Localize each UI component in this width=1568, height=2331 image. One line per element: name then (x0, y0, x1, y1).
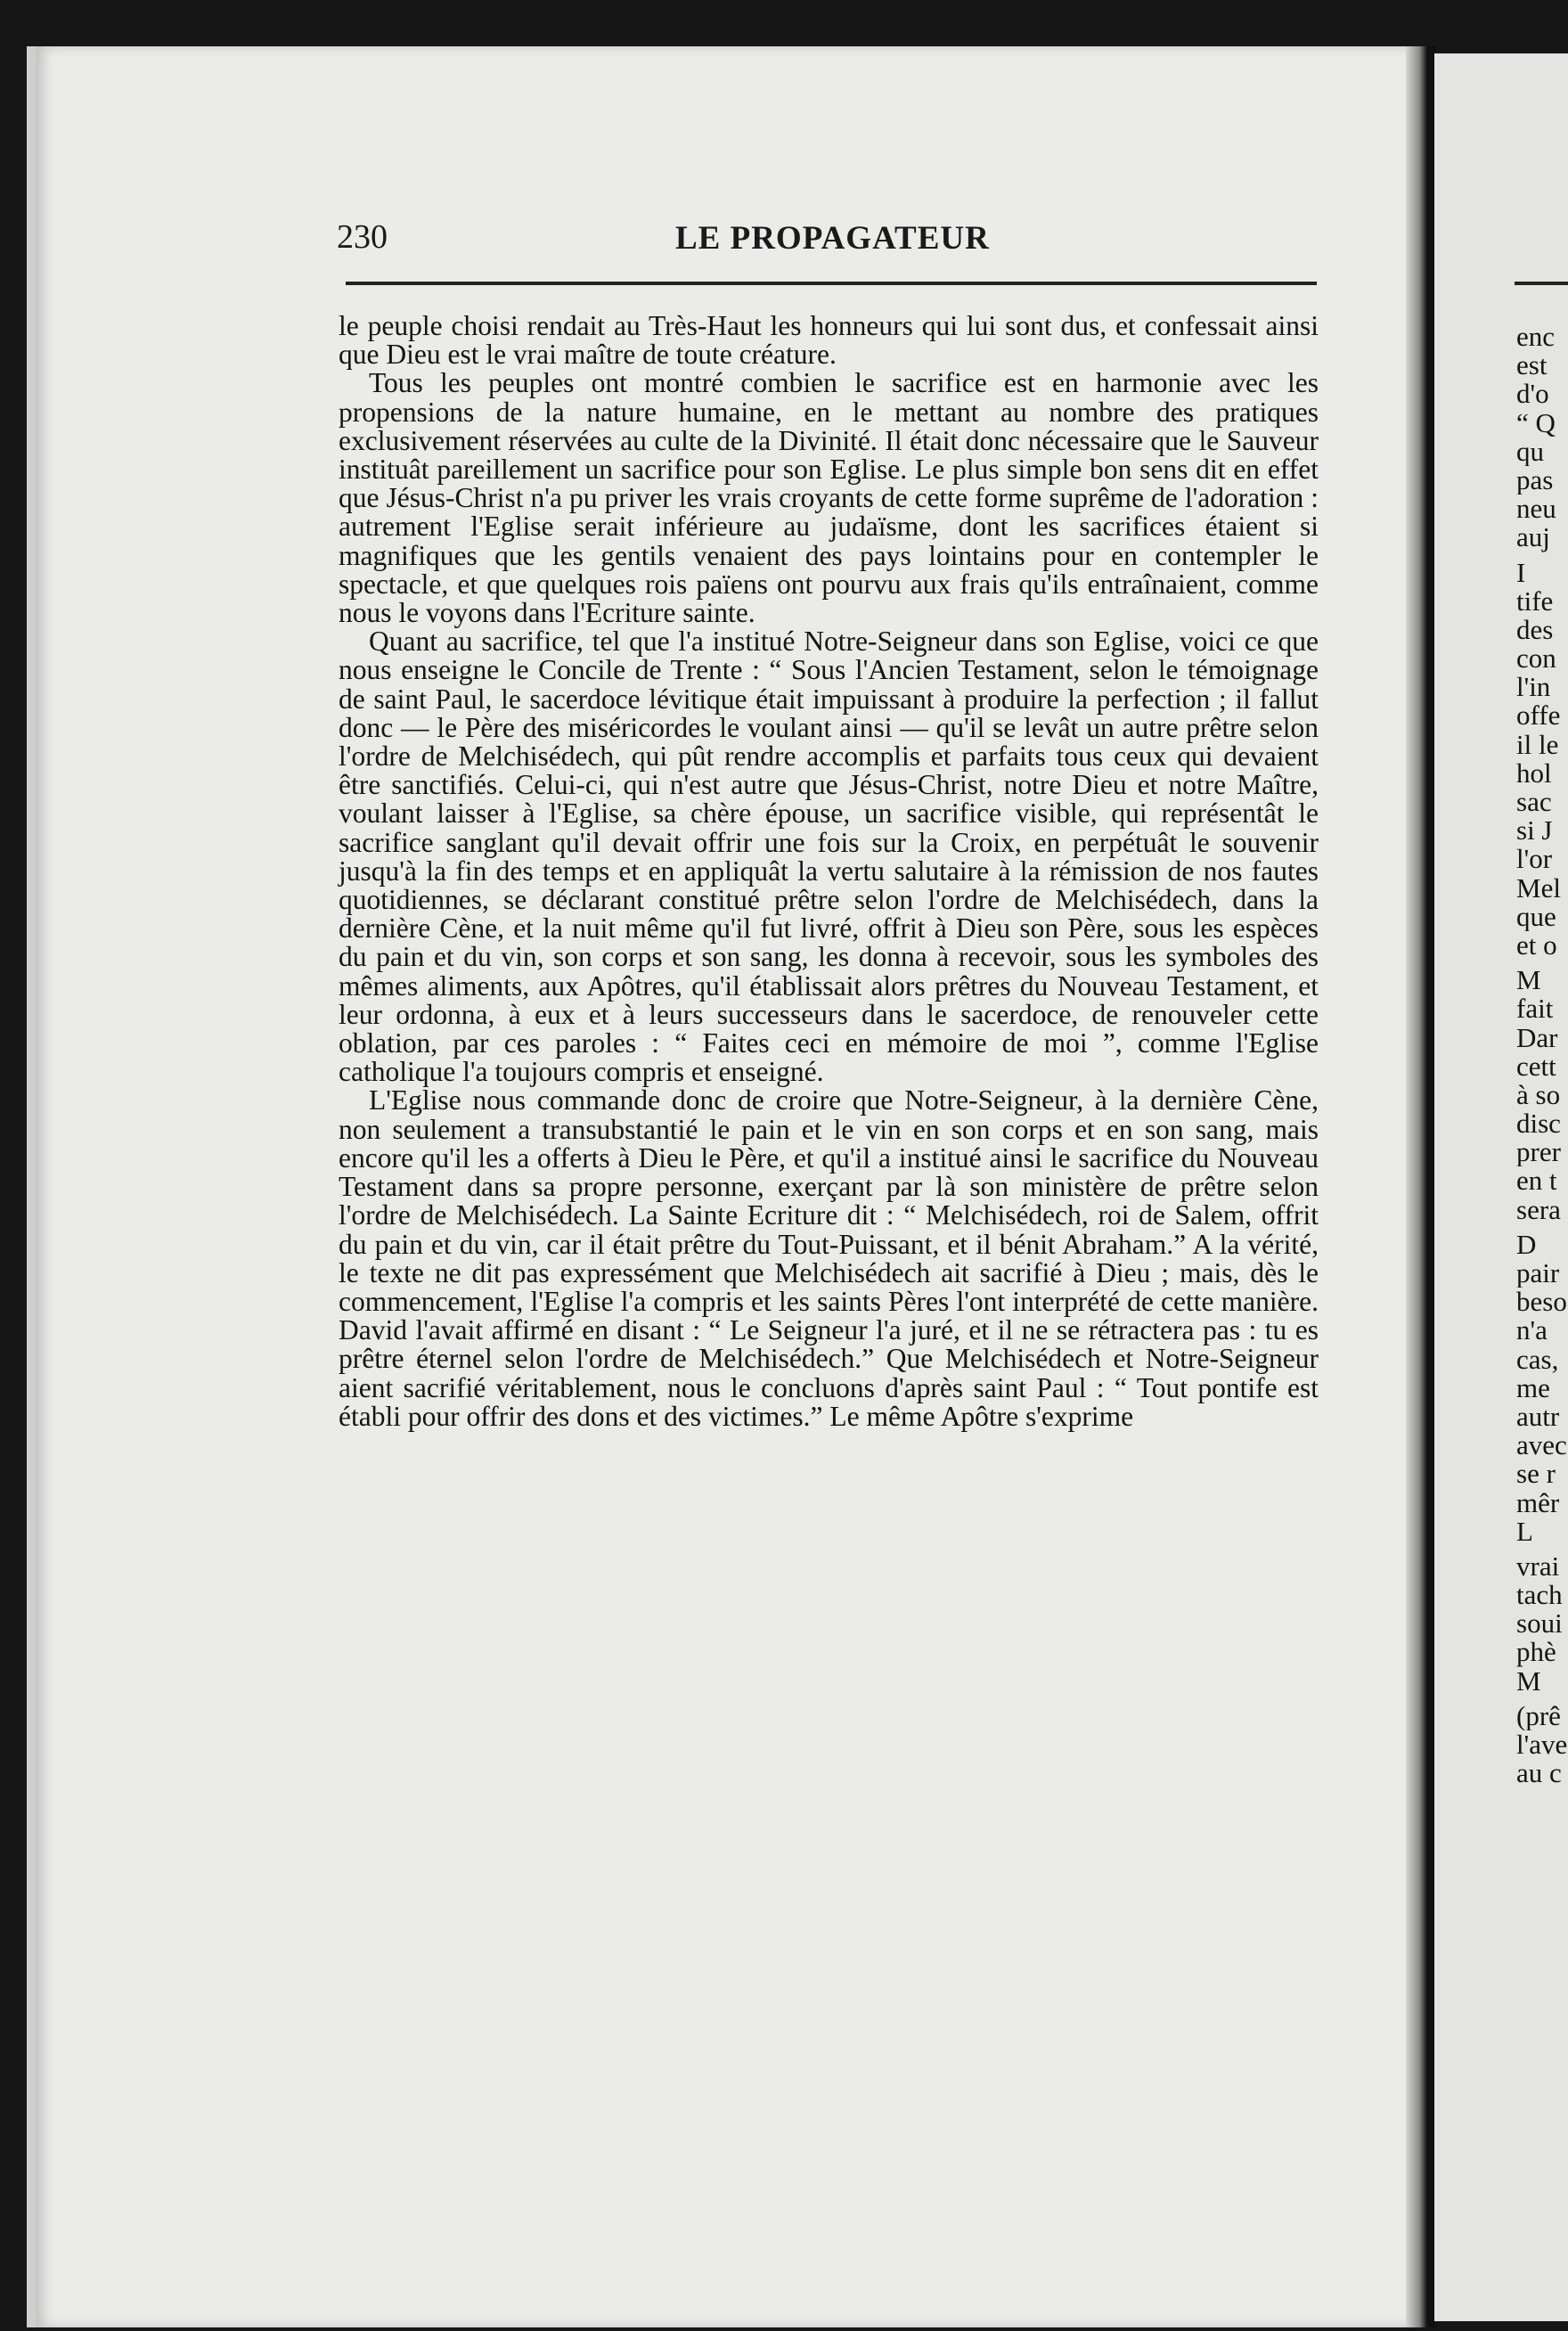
right-page-line-fragment: neu (1516, 495, 1556, 524)
right-page-line-fragment: cas, (1516, 1345, 1559, 1374)
right-page-line-fragment: offe (1516, 701, 1561, 731)
paragraph-gap (1516, 1546, 1568, 1552)
right-page-line-fragment: soui (1516, 1609, 1563, 1639)
right-page-line-fragment: n'a (1516, 1316, 1548, 1345)
right-page-line-fragment: se r (1516, 1460, 1556, 1489)
right-page-line-fragment: qu (1516, 437, 1544, 466)
right-page-line-fragment: I (1516, 558, 1526, 587)
right-page-line-fragment: en t (1516, 1166, 1557, 1196)
right-page-line-fragment: beso (1516, 1288, 1567, 1317)
right-page-line-fragment: sera (1516, 1195, 1561, 1224)
right-page-line-fragment: L (1516, 1517, 1533, 1546)
right-page-line-fragment: d'o (1516, 380, 1549, 409)
paragraph: L'Eglise nous commande donc de croire que Notre-Seigneur, à la dernière Cène, non seulement a transubstantié le pain et le vin en son corps et en son sang, mais encore qu'il les a offerts à Dieu le Père, et qu'il a institué ainsi le sacrifice du Nouveau Testament dans sa propre personne, exerçant par là son ministère de prêtre selon l'ordre de Melchisédech. La Sainte Ecriture dit : “ Melchisédech, roi de Salem, offrit du pain et du vin, car il était prêtre du Tout-Puissant, et il bénit Abraham.” A la vérité, le texte ne dit pas expressément que Melchisédech ait sacrifié à Dieu ; mais, dès le commencement, l'Eglise l'a compris et les saints Pères l'ont interprété de cette manière. David l'avait affirmé en disant : “ Le Seigneur l'a juré, et il ne se rétractera pas : tu es prêtre éternel selon l'ordre de Melchisédech.” Que Melchisédech et Notre-Seigneur aient sacrifié véritablement, nous le concluons d'après saint Paul : “ Tout pontife est établi pour offrir des dons et des victimes.” Le même Apôtre s'exprime (339, 1084, 1319, 1432)
right-page-line-fragment: à so (1516, 1080, 1561, 1110)
right-page-line-fragment: “ Q (1516, 408, 1556, 438)
right-page-line-fragment: vrai (1516, 1551, 1560, 1582)
right-page-line-fragment: l'in (1516, 673, 1551, 702)
right-page-header-rule (1515, 282, 1568, 285)
paragraph-gap (1516, 1224, 1568, 1231)
paragraph-gap (1516, 552, 1568, 559)
right-page-line-fragment: sac (1516, 788, 1552, 817)
right-page-text-fragments (1516, 323, 1568, 1787)
right-page-line-fragment: est (1516, 351, 1548, 380)
right-page-line-fragment: M (1516, 1666, 1541, 1696)
right-page-line-fragment: Mel (1516, 873, 1561, 903)
right-page-line-fragment: M (1516, 966, 1541, 995)
page-title: LE PROPAGATEUR (675, 220, 990, 257)
right-page-line-fragment: que (1516, 902, 1556, 931)
right-page-line-fragment: enc (1516, 323, 1556, 352)
right-page-line-fragment: tach (1516, 1581, 1563, 1610)
right-page-line-fragment: con (1516, 644, 1556, 674)
running-head (337, 207, 1317, 260)
right-page-line-fragment: pair (1516, 1259, 1560, 1288)
paragraph-gap (1516, 960, 1568, 966)
right-page-line-fragment: tife (1516, 586, 1554, 616)
book-gutter (1406, 46, 1436, 2327)
right-page-line-fragment: phè (1516, 1638, 1556, 1667)
right-page-line-fragment: pas (1516, 465, 1554, 495)
right-page-line-fragment: auj (1516, 523, 1550, 552)
right-page-line-fragment: au c (1516, 1759, 1562, 1788)
paragraph: Tous les peuples ont montré combien le sacrifice est en harmonie avec les propensions de la nature humaine, en le mettant au nombre des pratiques exclusivement réservées au culte de la Divinité. Il était donc nécessaire que le Sauveur instituât pareillement un sacrifice pour son Eglise. Le plus simple bon sens dit en effet que Jésus-Christ n'a pu priver les vrais croyants de cette forme suprême de l'adoration : autrement l'Eglise serait inférieure au judaïsme, dont les sacrifices étaient si magnifiques que les gentils venaient des pays lointains pour en contempler le spectacle, et que quelques rois païens ont pourvu aux frais qu'ils entraînaient, comme nous le voyons dans l'Ecriture sainte. (339, 367, 1319, 629)
right-page-line-fragment: cett (1516, 1051, 1556, 1081)
right-page-line-fragment: D (1516, 1230, 1537, 1259)
right-page-line-fragment: il le (1516, 730, 1559, 759)
right-page-line-fragment: Dar (1516, 1023, 1558, 1052)
right-page-line-fragment: hol (1516, 758, 1552, 788)
header-rule (346, 282, 1317, 285)
right-page-line-fragment: (prê (1516, 1701, 1561, 1730)
article-body (339, 312, 1319, 1431)
right-page-line-fragment: avec (1516, 1431, 1567, 1460)
right-page-line-fragment: fait (1516, 994, 1554, 1024)
right-page-line-fragment: mêr (1516, 1488, 1560, 1517)
right-page-line-fragment: si J (1516, 816, 1553, 846)
right-page-line-fragment: autr (1516, 1402, 1560, 1432)
right-page-line-fragment: me (1516, 1373, 1550, 1403)
page-number: 230 (337, 218, 388, 256)
paragraph: Quant au sacrifice, tel que l'a institué Notre-Seigneur dans son Eglise, voici ce que nous enseigne le Concile de Trente : “ Sous l'Ancien Testament, selon le témoignage de saint Paul, le sacerdoce lévitique était impuissant à produire la perfection ; il fallut donc — le Père des miséricordes le voulant ainsi — qu'il se levât un autre prêtre selon l'ordre de Melchisédech, qui pût rendre accomplis et parfaits tous ceux qui devaient être sanctifiés. Celui-ci, qui n'est autre que Jésus-Christ, notre Dieu et notre Maître, voulant laisser à l'Eglise, sa chère épouse, un sacrifice visible, qui représentât le sacrifice sanglant qu'il devait offrir une fois sur la Croix, en perpétuât le souvenir jusqu'à la fin des temps et en appliquât la vertu salutaire à la rémission de nos fautes quotidiennes, se déclarant constitué prêtre selon l'ordre de Melchisédech, dans la dernière Cène, et la nuit même qu'il fut livré, offrit à Dieu son Père, sous les espèces du pain et du vin, son corps et son sang, les donna à recevoir, sous les symboles des mêmes aliments, aux Apôtres, qu'il établissait alors prêtres du Nouveau Testament, et leur ordonna, à eux et à leurs successeurs dans le sacerdoce, de renouveler cette oblation, par ces paroles : “ Faites ceci en mémoire de moi ”, comme l'Eglise catholique l'a toujours compris et enseigné. (339, 626, 1319, 1088)
paragraph: le peuple choisi rendait au Très-Haut les honneurs qui lui sont dus, et confessait ainsi que Dieu est le vrai maître de toute créature. (339, 310, 1319, 371)
paragraph-gap (1516, 1696, 1568, 1702)
right-page-line-fragment: des (1516, 615, 1554, 645)
right-page-line-fragment: disc (1516, 1109, 1561, 1139)
right-page-line-fragment: prer (1516, 1138, 1561, 1167)
right-page-line-fragment: l'or (1516, 845, 1553, 874)
right-page-line-fragment: et o (1516, 930, 1557, 961)
right-page-line-fragment: l'ave (1516, 1730, 1568, 1760)
